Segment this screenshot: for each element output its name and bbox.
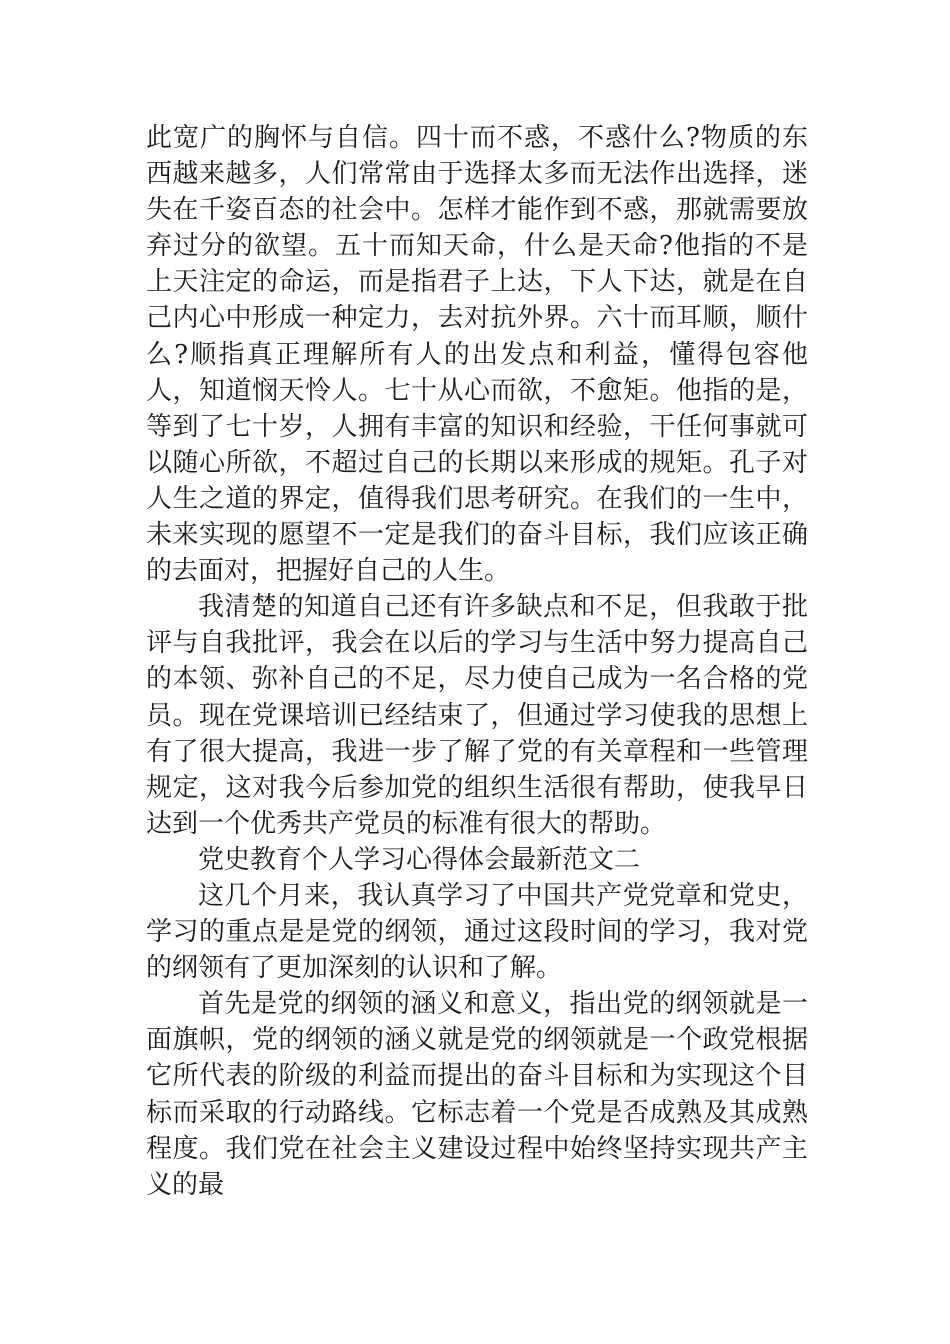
paragraph-self-criticism: 我清楚的知道自己还有许多缺点和不足，但我敢于批评与自我批评，我会在以后的学习与生活中努力提高自己的本领、弥补自己的不足，尽力使自己成为一名合格的党员。现在党课培训已经结束了，但通过学习使我的思想上有了很大提高，我进一步了解了党的有关章程和一些管理规定，这对我今后参加党的组织生活很有帮助，使我早日达到一个优秀共产党员的标准有很大的帮助。 <box>146 592 808 839</box>
section-heading: 党史教育个人学习心得体会最新范文二 <box>198 844 641 875</box>
paragraph-party-program: 首先是党的纲领的涵义和意义，指出党的纲领就是一面旗帜，党的纲领的涵义就是党的纲领就是一个政党根据它所代表的阶级的利益而提出的奋斗目标和为实现这个目标而采取的行动路线。它标志着一个党是否成熟及其成熟程度。我们党在社会主义建设过程中始终坚持实现共产主义的最 <box>146 989 808 1200</box>
document-page <box>146 120 808 1203</box>
paragraph-study-intro: 这几个月来，我认真学习了中国共产党党章和党史，学习的重点是是党的纲领，通过这段时间的学习，我对党的纲领有了更加深刻的认识和了解。 <box>146 880 808 984</box>
paragraph-continuation: 此宽广的胸怀与自信。四十而不惑，不惑什么?物质的东西越来越多，人们常常由于选择太多而无法作出选择，迷失在千姿百态的社会中。怎样才能作到不惑，那就需要放弃过分的欲望。五十而知天命，什么是天命?他指的不是上天注定的命运，而是指君子上达，下人下达，就是在自己内心中形成一种定力，去对抗外界。六十而耳顺，顺什么?顺指真正理解所有人的出发点和利益，懂得包容他人，知道悯天怜人。七十从心而欲，不愈矩。他指的是，等到了七十岁，人拥有丰富的知识和经验，干任何事就可以随心所欲，不超过自己的长期以来形成的规矩。孔子对人生之道的界定，值得我们思考研究。在我们的一生中，未来实现的愿望不一定是我们的奋斗目标，我们应该正确的去面对，把握好自己的人生。 <box>146 123 808 587</box>
